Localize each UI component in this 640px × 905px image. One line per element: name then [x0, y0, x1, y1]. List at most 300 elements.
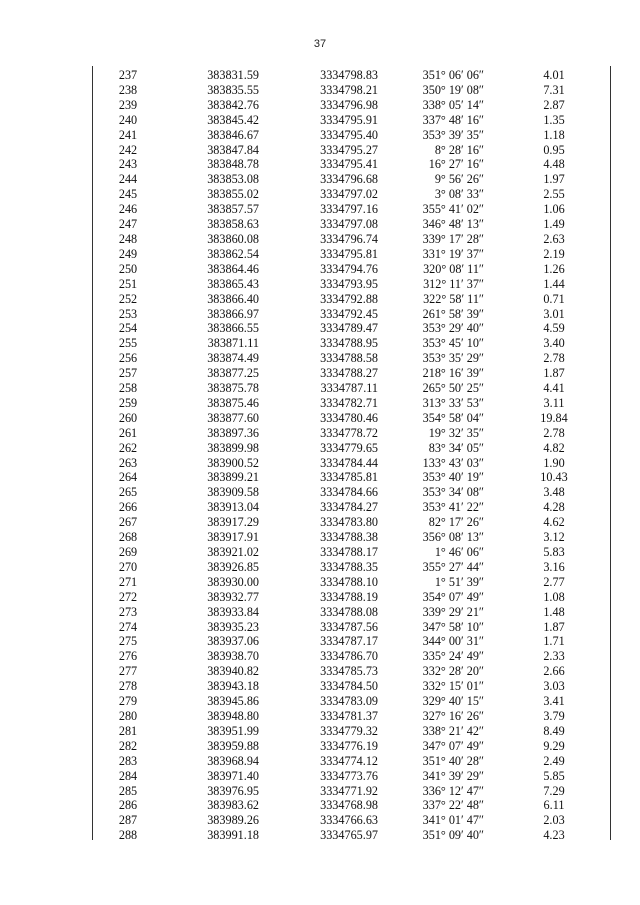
bearing-angle-cell: 8° 28′ 16″ [434, 142, 484, 157]
distance-cell: 3.48 [543, 485, 565, 500]
point-number-cell: 271 [118, 574, 138, 589]
distance-cell: 1.71 [543, 634, 565, 649]
distance-cell: 1.87 [543, 366, 565, 381]
x-coordinate-cell: 383853.08 [207, 172, 259, 187]
y-coordinate-cell: 3334798.21 [320, 82, 378, 97]
point-number-cell: 259 [118, 395, 138, 410]
point-number-cell: 238 [118, 82, 138, 97]
point-number-cell: 282 [118, 738, 138, 753]
x-coordinate-cell: 383968.94 [207, 753, 259, 768]
x-coordinate-cell: 383991.18 [207, 828, 259, 843]
x-coordinate-cell: 383971.40 [207, 768, 259, 783]
distance-cell: 2.87 [543, 97, 565, 112]
distance-cell: 7.31 [543, 82, 565, 97]
bearing-angle-cell: 327° 16′ 26″ [422, 708, 484, 723]
distance-cell: 9.29 [543, 738, 565, 753]
distance-cell: 3.16 [543, 559, 565, 574]
table-row [92, 396, 609, 411]
bearing-angle-cell: 9° 56′ 26″ [434, 172, 484, 187]
point-number-cell: 263 [118, 455, 138, 470]
x-coordinate-cell: 383940.82 [207, 664, 259, 679]
table-row [92, 232, 609, 247]
distance-cell: 3.41 [543, 694, 565, 709]
table-row [92, 828, 609, 843]
bearing-angle-cell: 133° 43′ 03″ [422, 455, 484, 470]
point-number-cell: 264 [118, 470, 138, 485]
y-coordinate-cell: 3334787.11 [320, 381, 378, 396]
point-number-cell: 267 [118, 515, 138, 530]
table-row [92, 143, 609, 158]
x-coordinate-cell: 383855.02 [207, 187, 259, 202]
y-coordinate-cell: 3334795.27 [320, 142, 378, 157]
table-row [92, 277, 609, 292]
point-number-cell: 241 [118, 127, 138, 142]
x-coordinate-cell: 383871.11 [207, 336, 259, 351]
y-coordinate-cell: 3334771.92 [320, 783, 378, 798]
x-coordinate-cell: 383917.29 [207, 515, 259, 530]
bearing-angle-cell: 336° 12′ 47″ [422, 783, 484, 798]
bearing-angle-cell: 16° 27′ 16″ [428, 157, 484, 172]
y-coordinate-cell: 3334773.76 [320, 768, 378, 783]
x-coordinate-cell: 383877.60 [207, 410, 259, 425]
y-coordinate-cell: 3334788.27 [320, 366, 378, 381]
y-coordinate-cell: 3334797.08 [320, 217, 378, 232]
distance-cell: 7.29 [543, 783, 565, 798]
table-row [92, 485, 609, 500]
y-coordinate-cell: 3334796.74 [320, 231, 378, 246]
point-number-cell: 278 [118, 679, 138, 694]
point-number-cell: 242 [118, 142, 138, 157]
point-number-cell: 247 [118, 217, 138, 232]
bearing-angle-cell: 3° 08′ 33″ [434, 187, 484, 202]
distance-cell: 8.49 [543, 723, 565, 738]
y-coordinate-cell: 3334792.88 [320, 291, 378, 306]
table-row [92, 545, 609, 560]
bearing-angle-cell: 337° 22′ 48″ [422, 798, 484, 813]
point-number-cell: 277 [118, 664, 138, 679]
bearing-angle-cell: 339° 17′ 28″ [422, 231, 484, 246]
y-coordinate-cell: 3334786.70 [320, 649, 378, 664]
point-number-cell: 257 [118, 366, 138, 381]
point-number-cell: 275 [118, 634, 138, 649]
x-coordinate-cell: 383857.57 [207, 202, 259, 217]
y-coordinate-cell: 3334788.08 [320, 604, 378, 619]
bearing-angle-cell: 339° 29′ 21″ [422, 604, 484, 619]
table-row [92, 351, 609, 366]
point-number-cell: 245 [118, 187, 138, 202]
point-number-cell: 285 [118, 783, 138, 798]
point-number-cell: 250 [118, 261, 138, 276]
distance-cell: 2.78 [543, 425, 565, 440]
point-number-cell: 240 [118, 112, 138, 127]
y-coordinate-cell: 3334779.65 [320, 440, 378, 455]
distance-cell: 2.49 [543, 753, 565, 768]
point-number-cell: 262 [118, 440, 138, 455]
distance-cell: 6.11 [543, 798, 565, 813]
distance-cell: 1.87 [543, 619, 565, 634]
bearing-angle-cell: 351° 06′ 06″ [422, 68, 484, 82]
table-row [92, 381, 609, 396]
point-number-cell: 276 [118, 649, 138, 664]
distance-cell: 3.11 [543, 395, 565, 410]
distance-cell: 2.03 [543, 813, 565, 828]
table-row [92, 739, 609, 754]
table-row [92, 292, 609, 307]
distance-cell: 2.66 [543, 664, 565, 679]
bearing-angle-cell: 338° 21′ 42″ [422, 723, 484, 738]
distance-cell: 1.48 [543, 604, 565, 619]
point-number-cell: 251 [118, 276, 138, 291]
bearing-angle-cell: 353° 35′ 29″ [422, 351, 484, 366]
distance-cell: 4.41 [543, 381, 565, 396]
bearing-angle-cell: 353° 34′ 08″ [422, 485, 484, 500]
point-number-cell: 272 [118, 589, 138, 604]
point-number-cell: 254 [118, 321, 138, 336]
distance-cell: 1.97 [543, 172, 565, 187]
y-coordinate-cell: 3334788.95 [320, 336, 378, 351]
x-coordinate-cell: 383945.86 [207, 694, 259, 709]
x-coordinate-cell: 383948.80 [207, 708, 259, 723]
point-number-cell: 253 [118, 306, 138, 321]
bearing-angle-cell: 265° 50′ 25″ [422, 381, 484, 396]
x-coordinate-cell: 383921.02 [207, 545, 259, 559]
bearing-angle-cell: 353° 39′ 35″ [422, 127, 484, 142]
bearing-angle-cell: 354° 58′ 04″ [422, 410, 484, 425]
table-row [92, 560, 609, 575]
y-coordinate-cell: 3334797.02 [320, 187, 378, 202]
distance-cell: 1.44 [543, 276, 565, 291]
x-coordinate-cell: 383866.40 [207, 291, 259, 306]
point-number-cell: 258 [118, 381, 138, 396]
y-coordinate-cell: 3334784.44 [320, 455, 378, 470]
x-coordinate-cell: 383875.46 [207, 395, 259, 410]
point-number-cell: 249 [118, 246, 138, 261]
bearing-angle-cell: 1° 51′ 39″ [434, 574, 484, 589]
table-row [92, 172, 609, 187]
point-number-cell: 270 [118, 559, 138, 574]
point-number-cell: 237 [118, 68, 138, 82]
x-coordinate-cell: 383877.25 [207, 366, 259, 381]
table-row [92, 515, 609, 530]
table-row [92, 128, 609, 143]
y-coordinate-cell: 3334783.09 [320, 694, 378, 709]
distance-cell: 1.18 [543, 127, 565, 142]
y-coordinate-cell: 3334779.32 [320, 723, 378, 738]
x-coordinate-cell: 383897.36 [207, 425, 259, 440]
point-number-cell: 279 [118, 694, 138, 709]
distance-cell: 4.48 [543, 157, 565, 172]
x-coordinate-cell: 383951.99 [207, 723, 259, 738]
x-coordinate-cell: 383858.63 [207, 217, 259, 232]
table-row [92, 68, 609, 83]
bearing-angle-cell: 218° 16′ 39″ [422, 366, 484, 381]
coordinate-table [92, 68, 609, 843]
table-row [92, 366, 609, 381]
bearing-angle-cell: 353° 45′ 10″ [422, 336, 484, 351]
bearing-angle-cell: 347° 07′ 49″ [422, 738, 484, 753]
table-row [92, 217, 609, 232]
point-number-cell: 286 [118, 798, 138, 813]
x-coordinate-cell: 383875.78 [207, 381, 259, 396]
y-coordinate-cell: 3334788.10 [320, 574, 378, 589]
y-coordinate-cell: 3334795.41 [320, 157, 378, 172]
y-coordinate-cell: 3334793.95 [320, 276, 378, 291]
distance-cell: 4.28 [543, 500, 565, 515]
x-coordinate-cell: 383935.23 [207, 619, 259, 634]
distance-cell: 3.79 [543, 708, 565, 723]
table-row [92, 590, 609, 605]
bearing-angle-cell: 332° 15′ 01″ [422, 679, 484, 694]
x-coordinate-cell: 383835.55 [207, 82, 259, 97]
x-coordinate-cell: 383937.06 [207, 634, 259, 649]
y-coordinate-cell: 3334768.98 [320, 798, 378, 813]
distance-cell: 5.83 [543, 545, 565, 559]
point-number-cell: 252 [118, 291, 138, 306]
distance-cell: 1.26 [543, 261, 565, 276]
x-coordinate-cell: 383933.84 [207, 604, 259, 619]
distance-cell: 19.84 [540, 410, 568, 425]
table-row [92, 575, 609, 590]
x-coordinate-cell: 383900.52 [207, 455, 259, 470]
bearing-angle-cell: 341° 39′ 29″ [422, 768, 484, 783]
table-row [92, 321, 609, 336]
table-row [92, 411, 609, 426]
table-row [92, 813, 609, 828]
bearing-angle-cell: 353° 40′ 19″ [422, 470, 484, 485]
distance-cell: 4.82 [543, 440, 565, 455]
y-coordinate-cell: 3334787.17 [320, 634, 378, 649]
distance-cell: 10.43 [540, 470, 568, 485]
bearing-angle-cell: 355° 41′ 02″ [422, 202, 484, 217]
y-coordinate-cell: 3334792.45 [320, 306, 378, 321]
y-coordinate-cell: 3334788.19 [320, 589, 378, 604]
table-row [92, 798, 609, 813]
y-coordinate-cell: 3334794.76 [320, 261, 378, 276]
bearing-angle-cell: 341° 01′ 47″ [422, 813, 484, 828]
y-coordinate-cell: 3334781.37 [320, 708, 378, 723]
table-row [92, 709, 609, 724]
point-number-cell: 268 [118, 530, 138, 545]
x-coordinate-cell: 383938.70 [207, 649, 259, 664]
y-coordinate-cell: 3334784.66 [320, 485, 378, 500]
y-coordinate-cell: 3334798.83 [320, 68, 378, 82]
table-row [92, 113, 609, 128]
table-row [92, 157, 609, 172]
bearing-angle-cell: 332° 28′ 20″ [422, 664, 484, 679]
distance-cell: 4.23 [543, 828, 565, 843]
y-coordinate-cell: 3334787.56 [320, 619, 378, 634]
distance-cell: 0.95 [543, 142, 565, 157]
distance-cell: 2.19 [543, 246, 565, 261]
bearing-angle-cell: 335° 24′ 49″ [422, 649, 484, 664]
bearing-angle-cell: 351° 40′ 28″ [422, 753, 484, 768]
y-coordinate-cell: 3334795.40 [320, 127, 378, 142]
point-number-cell: 287 [118, 813, 138, 828]
y-coordinate-cell: 3334796.98 [320, 97, 378, 112]
point-number-cell: 256 [118, 351, 138, 366]
bearing-angle-cell: 312° 11′ 37″ [423, 276, 484, 291]
y-coordinate-cell: 3334785.73 [320, 664, 378, 679]
x-coordinate-cell: 383959.88 [207, 738, 259, 753]
x-coordinate-cell: 383909.58 [207, 485, 259, 500]
table-row [92, 605, 609, 620]
point-number-cell: 274 [118, 619, 138, 634]
point-number-cell: 239 [118, 97, 138, 112]
x-coordinate-cell: 383932.77 [207, 589, 259, 604]
table-row [92, 262, 609, 277]
y-coordinate-cell: 3334788.35 [320, 559, 378, 574]
point-number-cell: 273 [118, 604, 138, 619]
table-row [92, 694, 609, 709]
y-coordinate-cell: 3334788.38 [320, 530, 378, 545]
table-row [92, 500, 609, 515]
bearing-angle-cell: 353° 41′ 22″ [422, 500, 484, 515]
bearing-angle-cell: 331° 19′ 37″ [422, 246, 484, 261]
point-number-cell: 265 [118, 485, 138, 500]
table-row [92, 530, 609, 545]
point-number-cell: 283 [118, 753, 138, 768]
bearing-angle-cell: 347° 58′ 10″ [422, 619, 484, 634]
table-row [92, 307, 609, 322]
bearing-angle-cell: 351° 09′ 40″ [422, 828, 484, 843]
point-number-cell: 266 [118, 500, 138, 515]
bearing-angle-cell: 354° 07′ 49″ [422, 589, 484, 604]
distance-cell: 5.85 [543, 768, 565, 783]
distance-cell: 3.03 [543, 679, 565, 694]
x-coordinate-cell: 383899.98 [207, 440, 259, 455]
bearing-angle-cell: 320° 08′ 11″ [423, 261, 484, 276]
bearing-angle-cell: 261° 58′ 39″ [422, 306, 484, 321]
x-coordinate-cell: 383862.54 [207, 246, 259, 261]
bearing-angle-cell: 353° 29′ 40″ [422, 321, 484, 336]
distance-cell: 1.49 [543, 217, 565, 232]
distance-cell: 1.08 [543, 589, 565, 604]
x-coordinate-cell: 383983.62 [207, 798, 259, 813]
table-row [92, 649, 609, 664]
y-coordinate-cell: 3334783.80 [320, 515, 378, 530]
y-coordinate-cell: 3334784.50 [320, 679, 378, 694]
table-row [92, 202, 609, 217]
x-coordinate-cell: 383864.46 [207, 261, 259, 276]
distance-cell: 2.63 [543, 231, 565, 246]
y-coordinate-cell: 3334780.46 [320, 410, 378, 425]
x-coordinate-cell: 383913.04 [207, 500, 259, 515]
distance-cell: 4.62 [543, 515, 565, 530]
x-coordinate-cell: 383989.26 [207, 813, 259, 828]
table-row [92, 83, 609, 98]
table-row [92, 470, 609, 485]
table-row [92, 247, 609, 262]
x-coordinate-cell: 383845.42 [207, 112, 259, 127]
point-number-cell: 260 [118, 410, 138, 425]
distance-cell: 2.78 [543, 351, 565, 366]
y-coordinate-cell: 3334795.81 [320, 246, 378, 261]
y-coordinate-cell: 3334784.27 [320, 500, 378, 515]
table-row [92, 634, 609, 649]
x-coordinate-cell: 383943.18 [207, 679, 259, 694]
bearing-angle-cell: 83° 34′ 05″ [428, 440, 484, 455]
point-number-cell: 284 [118, 768, 138, 783]
y-coordinate-cell: 3334782.71 [320, 395, 378, 410]
x-coordinate-cell: 383847.84 [207, 142, 259, 157]
table-row [92, 336, 609, 351]
y-coordinate-cell: 3334788.58 [320, 351, 378, 366]
table-row [92, 784, 609, 799]
y-coordinate-cell: 3334796.68 [320, 172, 378, 187]
y-coordinate-cell: 3334778.72 [320, 425, 378, 440]
y-coordinate-cell: 3334789.47 [320, 321, 378, 336]
bearing-angle-cell: 350° 19′ 08″ [422, 82, 484, 97]
table-row [92, 441, 609, 456]
point-number-cell: 288 [118, 828, 138, 843]
distance-cell: 2.77 [543, 574, 565, 589]
y-coordinate-cell: 3334776.19 [320, 738, 378, 753]
table-row [92, 769, 609, 784]
x-coordinate-cell: 383930.00 [207, 574, 259, 589]
point-number-cell: 281 [118, 723, 138, 738]
y-coordinate-cell: 3334785.81 [320, 470, 378, 485]
point-number-cell: 280 [118, 708, 138, 723]
bearing-angle-cell: 356° 08′ 13″ [422, 530, 484, 545]
page-number: 37 [313, 38, 327, 50]
x-coordinate-cell: 383866.97 [207, 306, 259, 321]
bearing-angle-cell: 338° 05′ 14″ [422, 97, 484, 112]
bearing-angle-cell: 355° 27′ 44″ [422, 559, 484, 574]
x-coordinate-cell: 383860.08 [207, 231, 259, 246]
x-coordinate-cell: 383917.91 [207, 530, 259, 545]
bearing-angle-cell: 19° 32′ 35″ [428, 425, 484, 440]
y-coordinate-cell: 3334766.63 [320, 813, 378, 828]
x-coordinate-cell: 383842.76 [207, 97, 259, 112]
x-coordinate-cell: 383976.95 [207, 783, 259, 798]
bearing-angle-cell: 82° 17′ 26″ [428, 515, 484, 530]
table-row [92, 456, 609, 471]
x-coordinate-cell: 383846.67 [207, 127, 259, 142]
point-number-cell: 261 [118, 425, 138, 440]
x-coordinate-cell: 383899.21 [207, 470, 259, 485]
x-coordinate-cell: 383848.78 [207, 157, 259, 172]
point-number-cell: 248 [118, 231, 138, 246]
bearing-angle-cell: 329° 40′ 15″ [422, 694, 484, 709]
distance-cell: 4.01 [543, 68, 565, 82]
bearing-angle-cell: 1° 46′ 06″ [434, 545, 484, 559]
point-number-cell: 243 [118, 157, 138, 172]
y-coordinate-cell: 3334774.12 [320, 753, 378, 768]
point-number-cell: 246 [118, 202, 138, 217]
distance-cell: 4.59 [543, 321, 565, 336]
distance-cell: 1.35 [543, 112, 565, 127]
x-coordinate-cell: 383926.85 [207, 559, 259, 574]
y-coordinate-cell: 3334765.97 [320, 828, 378, 843]
table-row [92, 98, 609, 113]
y-coordinate-cell: 3334795.91 [320, 112, 378, 127]
distance-cell: 0.71 [543, 291, 565, 306]
table-row [92, 679, 609, 694]
distance-cell: 2.55 [543, 187, 565, 202]
distance-cell: 1.06 [543, 202, 565, 217]
x-coordinate-cell: 383831.59 [207, 68, 259, 82]
x-coordinate-cell: 383866.55 [207, 321, 259, 336]
distance-cell: 3.40 [543, 336, 565, 351]
table-row [92, 664, 609, 679]
point-number-cell: 255 [118, 336, 138, 351]
bearing-angle-cell: 346° 48′ 13″ [422, 217, 484, 232]
bearing-angle-cell: 337° 48′ 16″ [422, 112, 484, 127]
x-coordinate-cell: 383865.43 [207, 276, 259, 291]
y-coordinate-cell: 3334788.17 [320, 545, 378, 559]
point-number-cell: 269 [118, 545, 138, 559]
x-coordinate-cell: 383874.49 [207, 351, 259, 366]
